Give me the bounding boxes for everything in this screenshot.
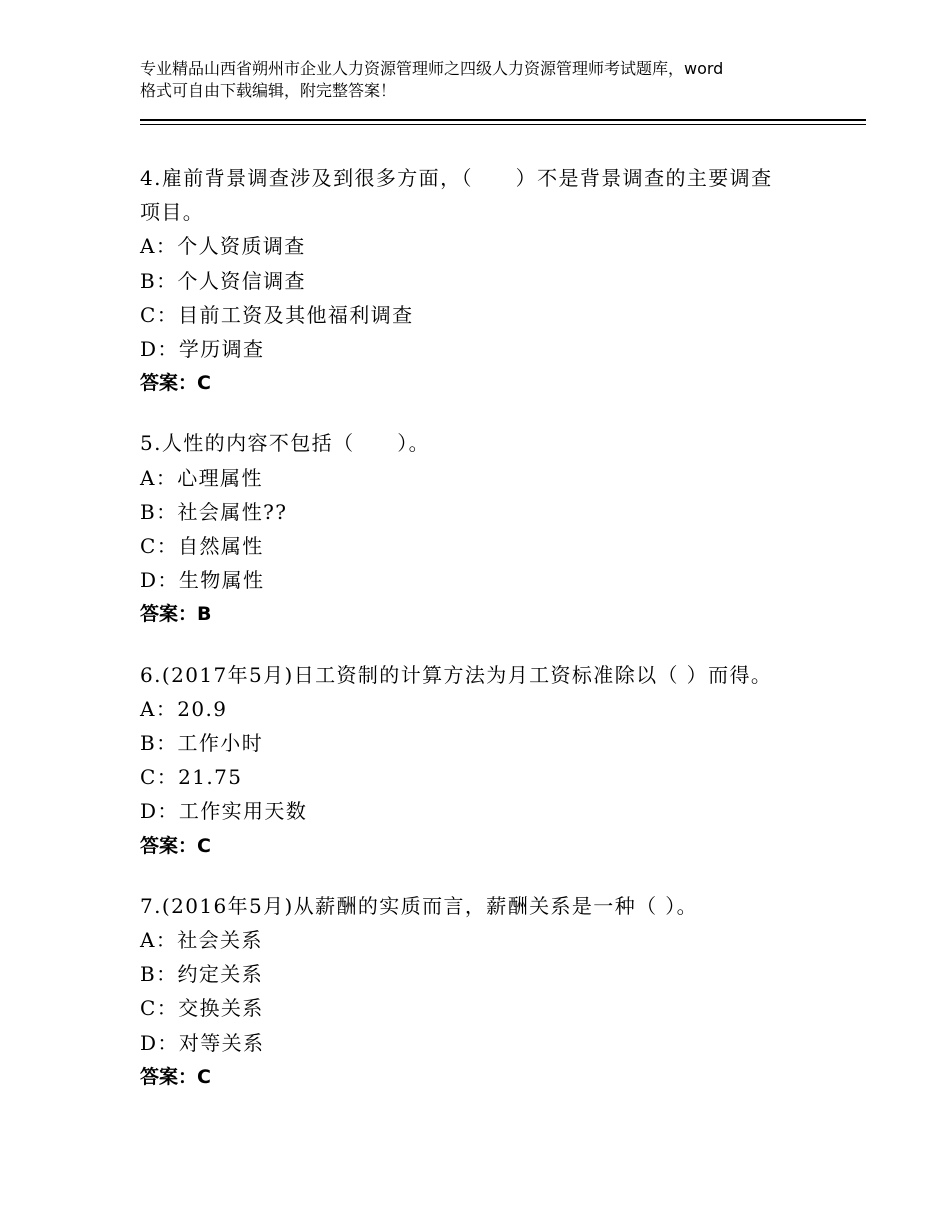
question-stem-continued: 项目。 bbox=[140, 200, 205, 225]
answer-label: 答案：B bbox=[140, 603, 212, 626]
option-d: D：学历调查 bbox=[140, 337, 265, 362]
question-stem: 6.(2017年5月)日工资制的计算方法为月工资标准除以（ ）而得。 bbox=[140, 662, 773, 687]
option-c: C：21.75 bbox=[140, 765, 243, 790]
option-c: C：目前工资及其他福利调查 bbox=[140, 302, 414, 327]
question-stem: 7.(2016年5月)从薪酬的实质而言，薪酬关系是一种（ ）。 bbox=[140, 893, 699, 918]
option-d: D：对等关系 bbox=[140, 1030, 265, 1055]
header-line-1: 专业精品山西省朔州市企业人力资源管理师之四级人力资源管理师考试题库，word bbox=[140, 59, 724, 78]
option-a: A：20.9 bbox=[140, 696, 228, 721]
question-5 bbox=[140, 426, 840, 631]
option-a: A：社会关系 bbox=[140, 928, 263, 953]
question-6 bbox=[140, 658, 840, 863]
option-c: C：自然属性 bbox=[140, 534, 264, 559]
question-4 bbox=[140, 161, 840, 400]
option-b: B：工作小时 bbox=[140, 731, 264, 756]
option-a: A：心理属性 bbox=[140, 465, 263, 490]
document-header bbox=[140, 58, 830, 102]
option-d: D：生物属性 bbox=[140, 568, 265, 593]
option-b: B：社会属性?? bbox=[140, 499, 288, 524]
question-list bbox=[140, 161, 840, 1120]
option-b: B：个人资信调查 bbox=[140, 268, 306, 293]
header-divider bbox=[140, 119, 866, 125]
option-b: B：约定关系 bbox=[140, 962, 264, 987]
answer-label: 答案：C bbox=[140, 1065, 211, 1088]
question-stem: 5.人性的内容不包括（ ）。 bbox=[140, 431, 431, 456]
option-c: C：交换关系 bbox=[140, 996, 264, 1021]
option-d: D：工作实用天数 bbox=[140, 799, 308, 824]
question-7 bbox=[140, 889, 840, 1094]
header-line-2: 格式可自由下载编辑，附完整答案！ bbox=[140, 81, 397, 100]
question-stem: 4.雇前背景调查涉及到很多方面，（ ）不是背景调查的主要调查 bbox=[140, 166, 773, 190]
answer-label: 答案：C bbox=[140, 834, 211, 857]
option-a: A：个人资质调查 bbox=[140, 234, 306, 259]
answer-label: 答案：C bbox=[140, 372, 211, 395]
